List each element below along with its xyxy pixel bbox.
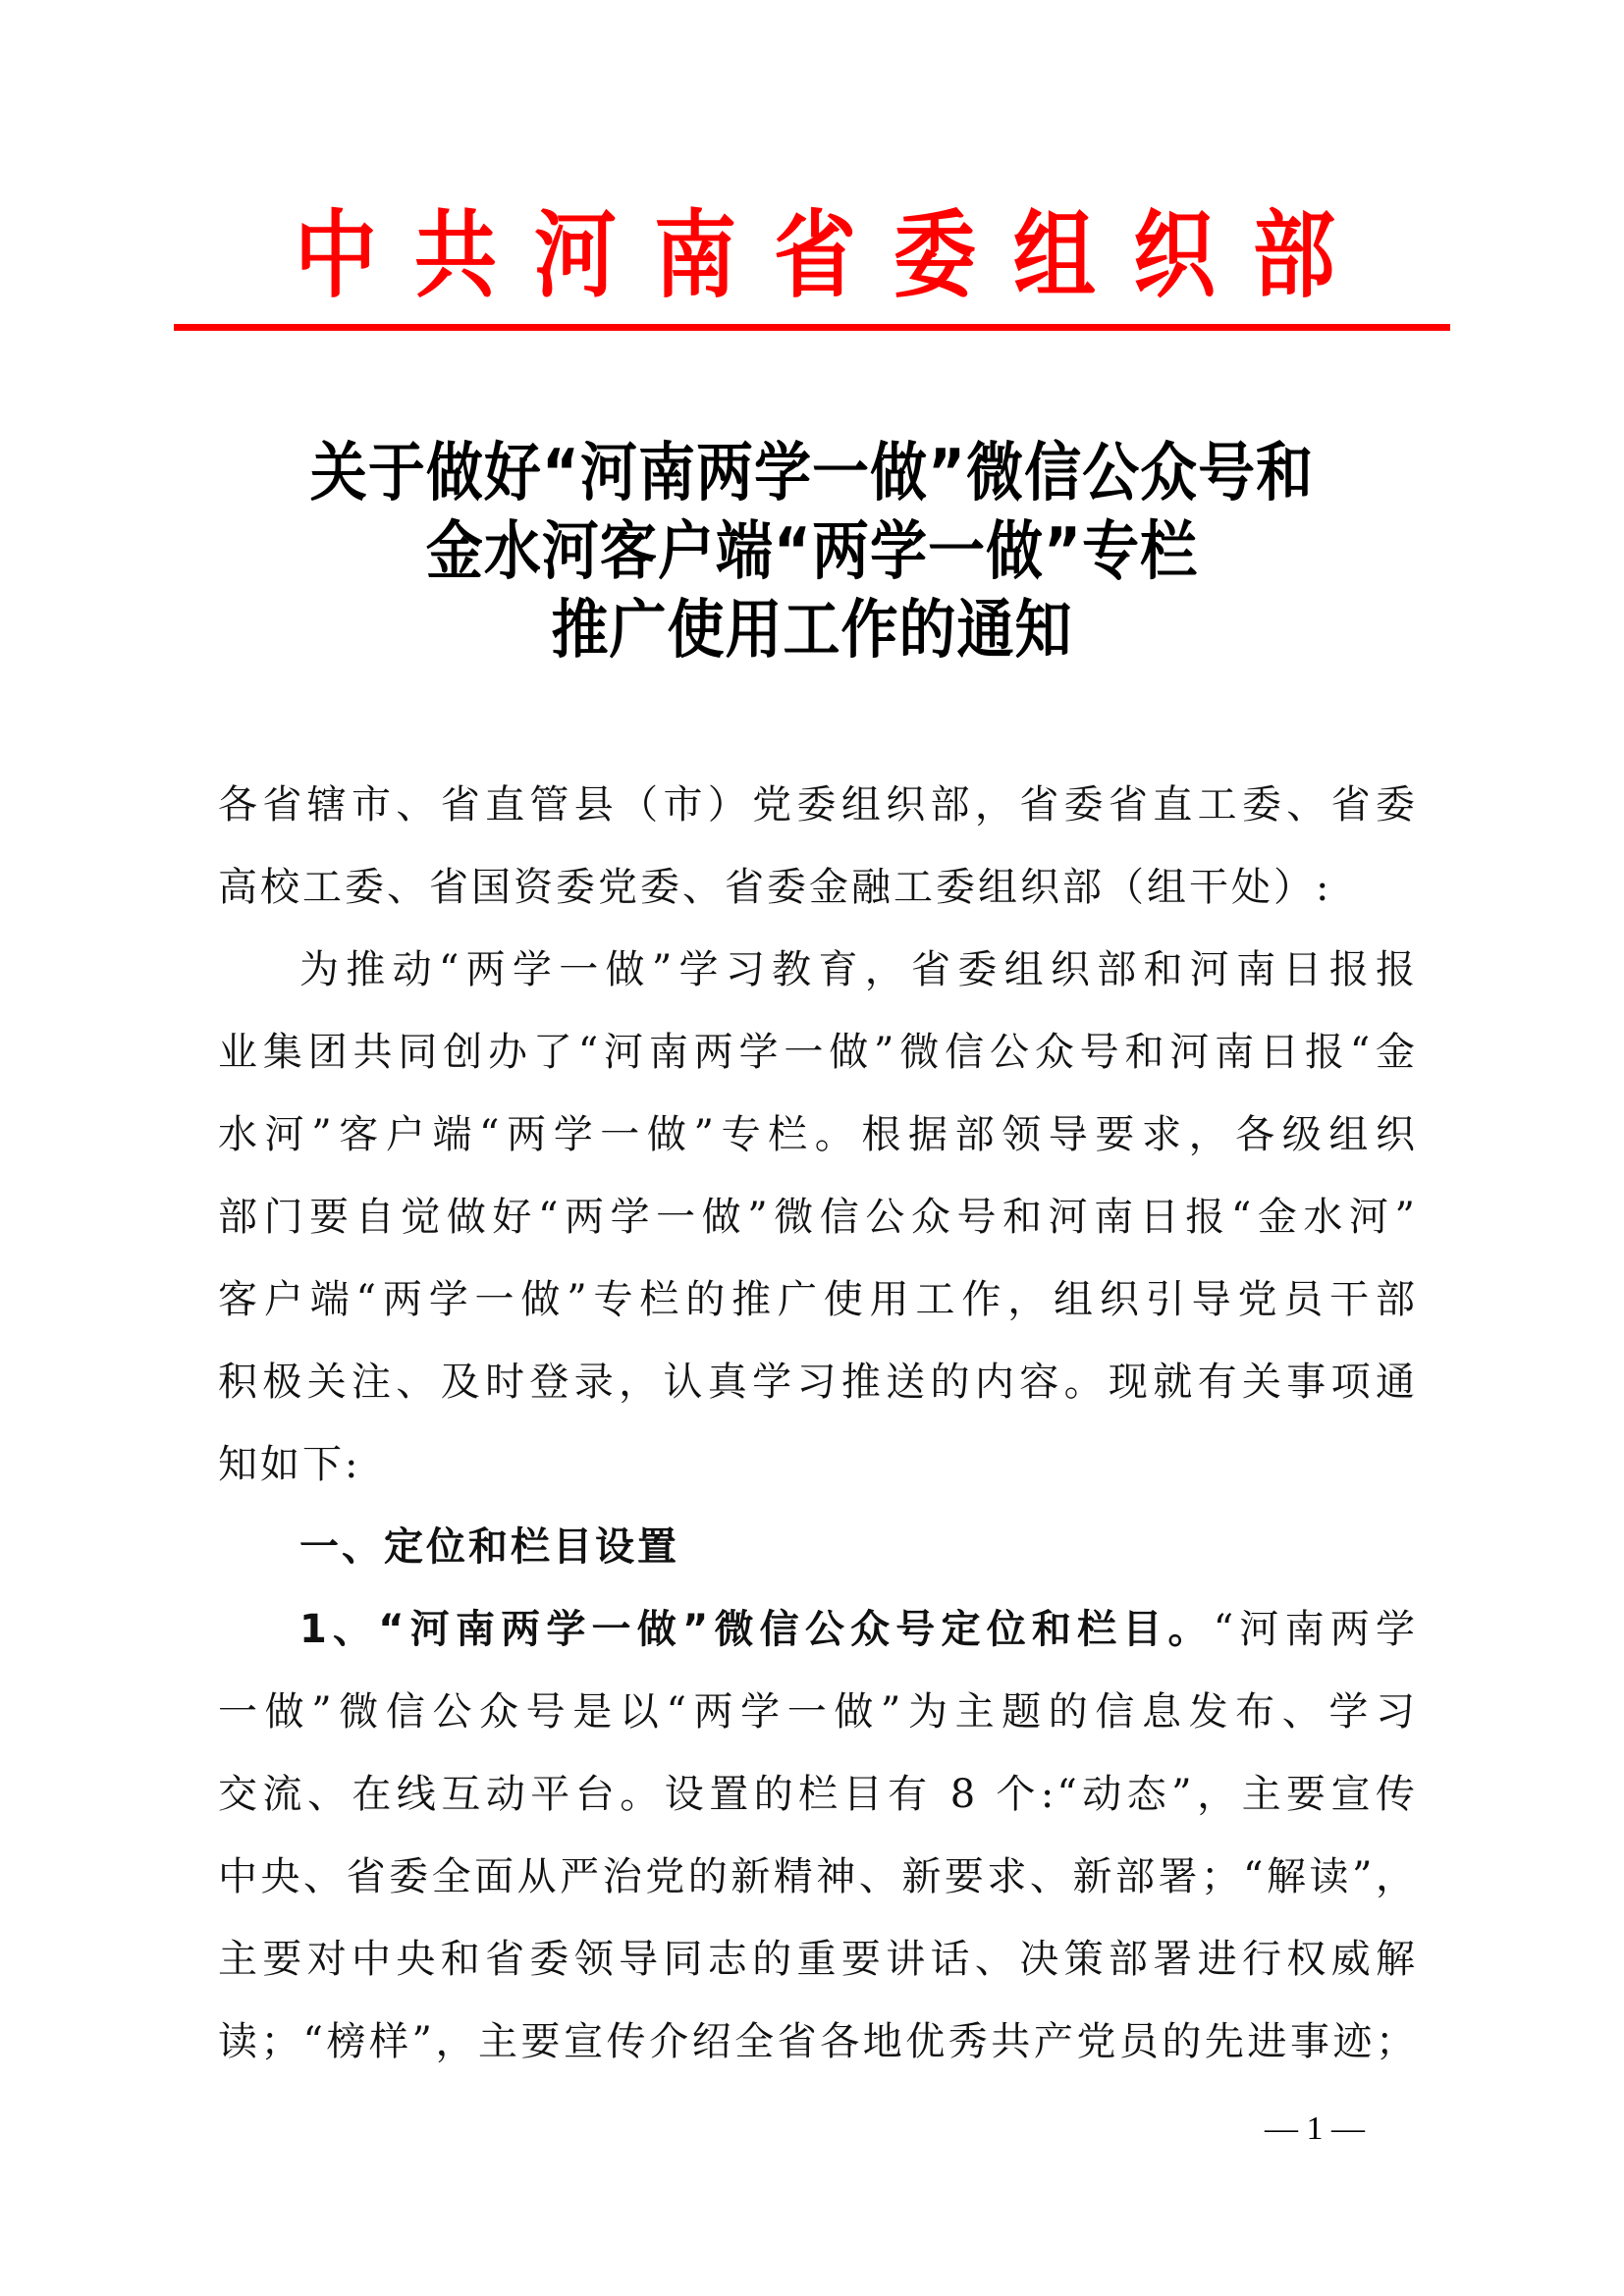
item-1-line: 一做”微信公众号是以“两学一做”为主题的信息发布、学习 [218,1689,1418,1735]
item-1-line: 中央、省委全面从严治党的新精神、新要求、新部署；“解读”， [218,1854,1418,1899]
item-1-bold-lead: 1、“河南两学一做”微信公众号定位和栏目。 [299,1607,1214,1652]
intro-line: 部门要自觉做好“两学一做”微信公众号和河南日报“金水河” [218,1195,1418,1240]
item-1-line: 交流、在线互动平台。设置的栏目有 8 个:“动态”，主要宣传 [218,1772,1418,1817]
item-1-line: 读；“榜样”，主要宣传介绍全省各地优秀共产党员的先进事迹； [218,2019,1418,2064]
item-1-line: 主要对中央和省委领导同志的重要讲话、决策部署进行权威解 [218,1937,1418,1982]
header-char: 省 [773,199,856,311]
intro-line: 水河”客户端“两学一做”专栏。根据部领导要求，各级组织 [218,1112,1418,1157]
item-1-first-line-rest: “河南两学 [1213,1607,1418,1652]
intro-line: 积极关注、及时登录，认真学习推送的内容。现就有关事项通 [218,1360,1418,1405]
document-title-line-2 [0,512,1624,589]
title-text: 金水河客户端“两学一做”专栏 [425,512,1199,589]
header-char: 委 [893,199,976,311]
addressee-line-1: 各省辖市、省直管县（市）党委组织部，省委省直工委、省委 [218,782,1418,828]
intro-line: 知如下: [218,1442,361,1487]
header-char: 河 [533,199,617,311]
section-heading: 一、定位和栏目设置 [299,1524,679,1570]
page-number: — 1 — [1265,2110,1365,2147]
title-text: 推广使用工作的通知 [551,591,1073,667]
addressee-line-2: 高校工委、省国资委党委、省委金融工委组织部（组干处）: [218,865,1332,910]
document-title-line-3 [0,591,1624,667]
red-header-rule [174,324,1450,331]
intro-line: 为推动“两学一做”学习教育，省委组织部和河南日报报 [299,947,1418,992]
title-text: 关于做好“河南两学一做”微信公众号和 [309,434,1315,510]
intro-line: 业集团共同创办了“河南两学一做”微信公众号和河南日报“金 [218,1030,1418,1075]
header-char: 共 [413,199,497,311]
item-1-first-line [299,1607,1418,1652]
header-char: 组 [1012,199,1096,311]
intro-line: 客户端“两学一做”专栏的推广使用工作，组织引导党员干部 [218,1277,1418,1322]
header-char: 部 [1252,199,1335,311]
header-char: 南 [653,199,736,311]
issuing-organization-header [295,201,1335,309]
document-title-line-1 [0,434,1624,510]
header-char: 织 [1132,199,1216,311]
header-char: 中 [295,199,378,311]
